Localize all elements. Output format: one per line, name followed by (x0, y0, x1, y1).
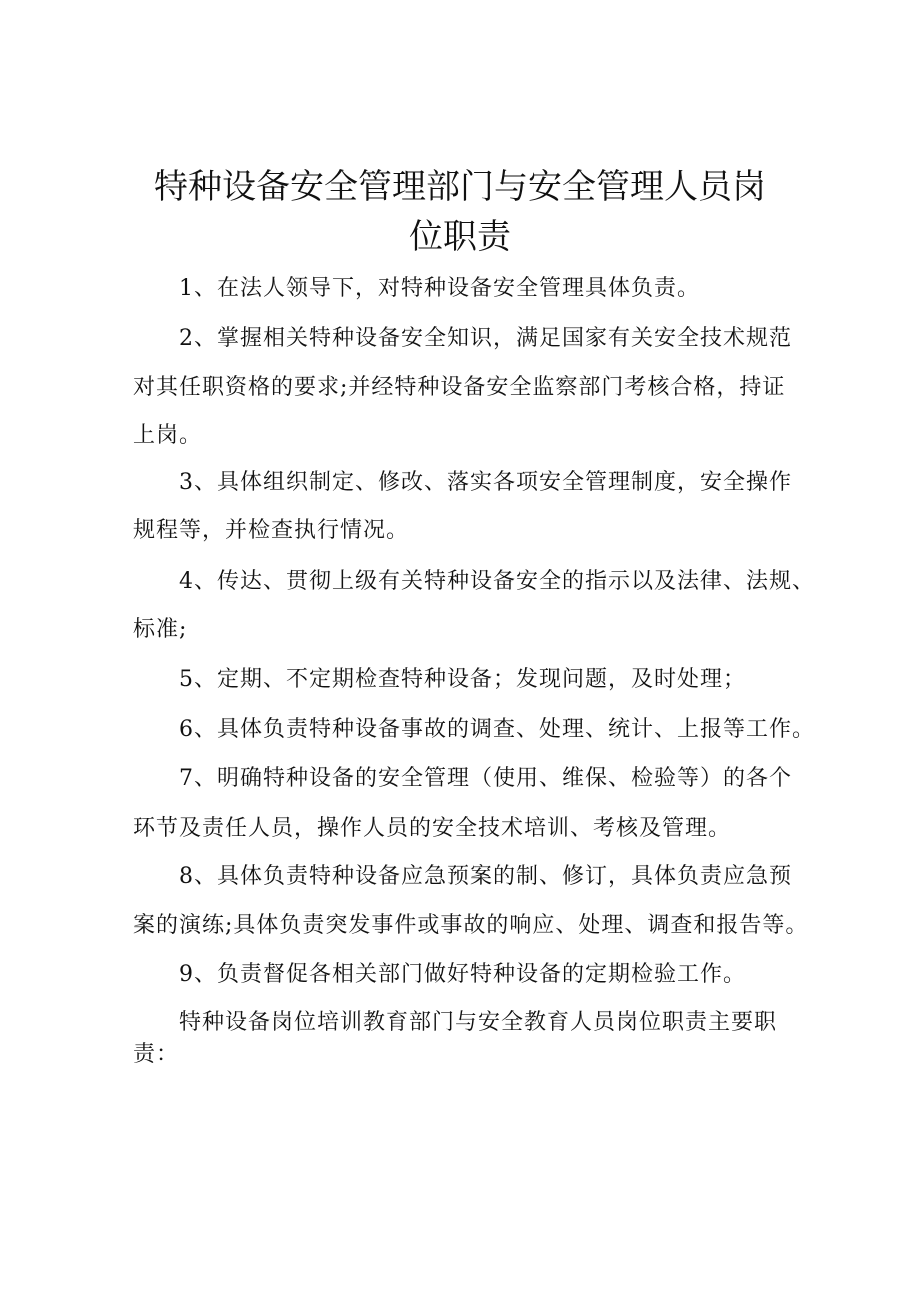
document-title-line-1: 特种设备安全管理部门与安全管理人员岗 (154, 167, 766, 207)
paragraph-9-line-1: 9、负责督促各相关部门做好特种设备的定期检验工作。 (179, 962, 746, 987)
paragraph-2-line-2: 对其任职资格的要求;并经特种设备安全监察部门考核合格，持证 (133, 375, 786, 400)
document-title-line-2: 位职责 (409, 217, 511, 257)
paragraph-7-line-2: 环节及责任人员，操作人员的安全技术培训、考核及管理。 (133, 816, 732, 841)
paragraph-8-line-1: 8、具体负责特种设备应急预案的制、修订，具体负责应急预 (179, 864, 792, 889)
paragraph-2-line-1: 2、掌握相关特种设备安全知识，满足国家有关安全技术规范 (179, 326, 792, 351)
paragraph-4-line-1: 4、传达、贯彻上级有关特种设备安全的指示以及法律、法规、 (179, 569, 815, 594)
paragraph-3-line-1: 3、具体组织制定、修改、落实各项安全管理制度，安全操作 (179, 470, 792, 495)
paragraph-5-line-1: 5、定期、不定期检查特种设备；发现问题，及时处理； (179, 667, 746, 692)
paragraph-7-line-1: 7、明确特种设备的安全管理（使用、维保、检验等）的各个 (179, 766, 792, 791)
paragraph-4-line-2: 标准; (133, 617, 188, 642)
paragraph-6-line-1: 6、具体负责特种设备事故的调查、处理、统计、上报等工作。 (179, 717, 815, 742)
paragraph-8-line-2: 案的演练;具体负责突发事件或事故的响应、处理、调查和报告等。 (133, 913, 809, 938)
paragraph-1-line-1: 1、在法人领导下，对特种设备安全管理具体负责。 (179, 276, 700, 301)
paragraph-2-line-3: 上岗。 (133, 423, 203, 448)
paragraph-10-line-2: 责： (133, 1042, 180, 1067)
paragraph-3-line-2: 规程等，并检查执行情况。 (133, 518, 410, 543)
paragraph-10-line-1: 特种设备岗位培训教育部门与安全教育人员岗位职责主要职 (179, 1010, 778, 1035)
